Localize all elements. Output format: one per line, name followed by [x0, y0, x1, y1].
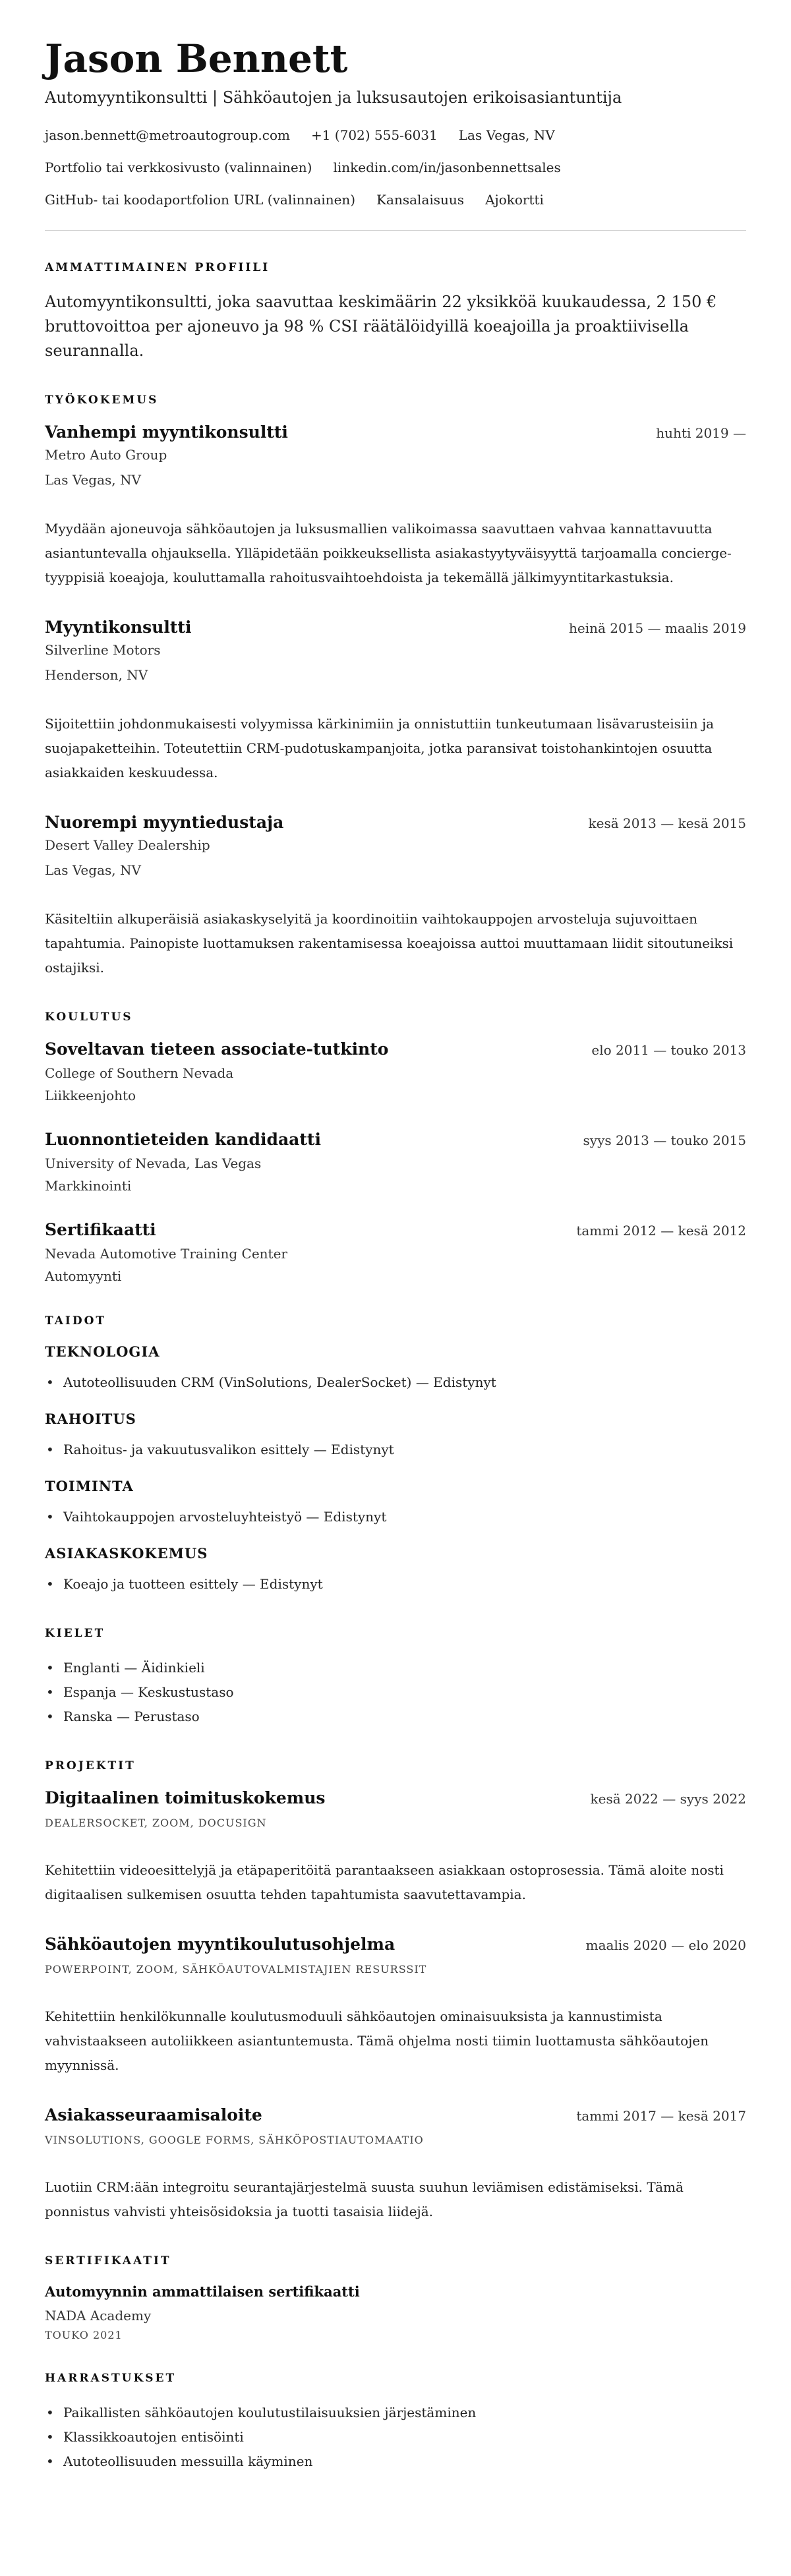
language-list	[45, 1656, 746, 1729]
education-entry	[45, 1130, 746, 1194]
skill-groups	[45, 1343, 746, 1596]
skill-item: • Vaihtokauppojen arvosteluyhteistyö — Edistynyt	[45, 1505, 746, 1529]
project-entry	[45, 2105, 746, 2224]
citizenship-text: Kansalaisuus	[376, 191, 465, 208]
education-section	[45, 1010, 746, 1284]
project-description: Kehitettiin henkilökunnalle koulutusmoduuli sähköautojen ominaisuuksista ja kannustimista vahvistaakseen autoliikkeen asiantuntemusta. Tämä ohjelma nosti tiimin luottamusta sähköautojen myynnissä.	[45, 2008, 709, 2074]
languages-section	[45, 1627, 746, 1729]
skill-category: ASIAKASKOKEMUS	[45, 1545, 208, 1562]
drivers-license-text: Ajokortti	[485, 191, 544, 208]
hobby-item: • Paikallisten sähköautojen koulutustilaisuuksien järjestäminen	[45, 2401, 746, 2425]
hobby-item: • Klassikkoautojen entisöinti	[45, 2425, 746, 2449]
skill-list	[45, 1370, 746, 1395]
project-date: maalis 2020 — elo 2020	[585, 1937, 746, 1954]
section-title: AMMATTIMAINEN PROFIILI	[45, 260, 270, 274]
project-tech: VINSOLUTIONS, GOOGLE FORMS, SÄHKÖPOSTIAUTOMAATIO	[45, 2134, 424, 2147]
project-date: kesä 2022 — syys 2022	[590, 1791, 746, 1807]
school-name: College of Southern Nevada	[45, 1065, 234, 1082]
certification-entry	[45, 2283, 746, 2341]
study-field: Markkinointi	[45, 1178, 132, 1194]
header-divider	[45, 230, 746, 231]
location-text: Las Vegas, NV	[458, 127, 555, 143]
contact-row	[45, 191, 746, 209]
language-item: • Englanti — Äidinkieli	[45, 1656, 746, 1680]
linkedin-link[interactable]: linkedin.com/in/jasonbennettsales	[333, 159, 561, 175]
job-description: Myydään ajoneuvoja sähköautojen ja luksusmallien valikoimassa saavuttaen vahvaa kannattavuutta asiantuntevalla ohjauksella. Ylläpidetään poikkeuksellista asiakastyytyväisyyttä tarjoamalla concierge-tyyppisiä koeajoja, kouluttamalla rahoitusvaihtoehdoista ja tekemällä jälkimyyntitarkastuksia.	[45, 521, 732, 586]
skill-item: • Koeajo ja tuotteen esittely — Edistynyt	[45, 1572, 746, 1596]
job-description: Käsiteltiin alkuperäisiä asiakaskyselyitä ja koordinoitiin vaihtokauppojen arvosteluja sujuvoittaen tapahtumia. Painopiste luottamuksen rakentamisessa koeajoissa auttoi muuttamaan liidit sitoutuneiksi ostajiksi.	[45, 911, 734, 976]
profile-section	[45, 261, 746, 364]
email-link[interactable]: jason.bennett@metroautogroup.com	[45, 127, 290, 143]
project-date: tammi 2017 — kesä 2017	[576, 2108, 746, 2124]
job-location: Las Vegas, NV	[45, 472, 141, 488]
job-title: Nuorempi myyntiedustaja	[45, 813, 284, 833]
hobbies-section	[45, 2372, 746, 2474]
degree-title: Soveltavan tieteen associate-tutkinto	[45, 1039, 389, 1059]
skill-item: • Rahoitus- ja vakuutusvalikon esittely — Edistynyt	[45, 1438, 746, 1462]
skill-list	[45, 1572, 746, 1596]
education-date: elo 2011 — touko 2013	[591, 1042, 746, 1059]
school-name: Nevada Automotive Training Center	[45, 1246, 287, 1262]
school-name: University of Nevada, Las Vegas	[45, 1156, 262, 1172]
job-description: Sijoitettiin johdonmukaisesti volyymissa kärkinimiin ja onnistuttiin tunkeutumaan lisävarusteisiin ja suojapaketteihin. Toteutettiin CRM-pudotuskampanjoita, jotka paransivat toistohankintojen osuutta asiakkaiden keskuudessa.	[45, 716, 715, 781]
project-entry	[45, 1788, 746, 1907]
portfolio-link[interactable]: Portfolio tai verkkosivusto (valinnainen)	[45, 159, 312, 175]
section-title: KIELET	[45, 1627, 105, 1641]
project-name: Asiakasseuraamisaloite	[45, 2105, 262, 2125]
certification-name: Automyynnin ammattilaisen sertifikaatti	[45, 2283, 360, 2300]
certification-issuer: NADA Academy	[45, 2308, 152, 2324]
skill-list	[45, 1438, 746, 1462]
skill-category: TEKNOLOGIA	[45, 1343, 160, 1361]
skill-item: • Autoteollisuuden CRM (VinSolutions, DealerSocket) — Edistynyt	[45, 1370, 746, 1395]
candidate-name: Jason Bennett	[45, 36, 348, 81]
github-link[interactable]: GitHub- tai koodaportfolion URL (valinnainen)	[45, 191, 356, 208]
section-title: TAIDOT	[45, 1314, 107, 1328]
education-date: syys 2013 — touko 2015	[583, 1132, 746, 1149]
skill-category: TOIMINTA	[45, 1478, 134, 1495]
section-title: HARRASTUKSET	[45, 2372, 177, 2386]
job-title: Vanhempi myyntikonsultti	[45, 423, 288, 442]
project-tech: POWERPOINT, ZOOM, SÄHKÖAUTOVALMISTAJIEN RESURSSIT	[45, 1963, 427, 1976]
resume-header	[45, 38, 746, 209]
project-tech: DEALERSOCKET, ZOOM, DOCUSIGN	[45, 1817, 267, 1830]
job-date: heinä 2015 — maalis 2019	[568, 620, 746, 637]
degree-title: Luonnontieteiden kandidaatti	[45, 1130, 321, 1150]
skill-category: RAHOITUS	[45, 1411, 136, 1428]
skill-list	[45, 1505, 746, 1529]
phone-number[interactable]: +1 (702) 555-6031	[310, 127, 438, 143]
job-date: kesä 2013 — kesä 2015	[588, 815, 746, 832]
experience-entry	[45, 618, 746, 785]
contact-row	[45, 127, 746, 144]
degree-title: Sertifikaatti	[45, 1220, 156, 1240]
education-date: tammi 2012 — kesä 2012	[576, 1223, 746, 1239]
job-location: Henderson, NV	[45, 667, 148, 684]
job-location: Las Vegas, NV	[45, 862, 141, 879]
project-description: Kehitettiin videoesittelyjä ja etäpaperitöitä parantaakseen asiakkaan ostoprosessia. Tämä aloite nosti digitaalisen sulkemisen osuutta tehden tapahtumista saavutettavampia.	[45, 1862, 724, 1903]
experience-entry	[45, 813, 746, 980]
certifications-section	[45, 2254, 746, 2341]
section-title: TYÖKOKEMUS	[45, 394, 159, 407]
project-entry	[45, 1935, 746, 2078]
profile-summary: Automyyntikonsultti, joka saavuttaa keskimäärin 22 yksikköä kuukaudessa, 2 150 € bruttovoittoa per ajoneuvo ja 98 % CSI räätälöidyillä koeajoilla ja proaktiivisella seurannalla.	[45, 292, 717, 361]
company-name: Silverline Motors	[45, 642, 161, 659]
certification-date: TOUKO 2021	[45, 2329, 123, 2342]
company-name: Desert Valley Dealership	[45, 837, 210, 854]
section-title: SERTIFIKAATIT	[45, 2254, 171, 2268]
education-entry	[45, 1039, 746, 1103]
contact-row	[45, 159, 746, 177]
project-name: Sähköautojen myyntikoulutusohjelma	[45, 1935, 396, 1954]
skills-section	[45, 1314, 746, 1596]
job-title: Myyntikonsultti	[45, 618, 192, 637]
project-description: Luotiin CRM:ään integroitu seurantajärjestelmä suusta suuhun leviämisen edistämiseksi. Tämä ponnistus vahvisti yhteisösidoksia ja tuotti tasaisia liidejä.	[45, 2179, 684, 2220]
language-item: • Ranska — Perustaso	[45, 1705, 746, 1729]
education-entry	[45, 1220, 746, 1284]
section-title: KOULUTUS	[45, 1010, 133, 1024]
study-field: Liikkeenjohto	[45, 1088, 136, 1104]
experience-section	[45, 394, 746, 980]
study-field: Automyynti	[45, 1268, 122, 1285]
hobby-list	[45, 2401, 746, 2474]
projects-section	[45, 1759, 746, 2224]
project-name: Digitaalinen toimituskokemus	[45, 1788, 326, 1808]
company-name: Metro Auto Group	[45, 447, 167, 463]
experience-entry	[45, 423, 746, 590]
hobby-item: • Autoteollisuuden messuilla käyminen	[45, 2449, 746, 2474]
job-date: huhti 2019 —	[656, 425, 746, 442]
language-item: • Espanja — Keskustustaso	[45, 1680, 746, 1705]
candidate-headline: Automyyntikonsultti | Sähköautojen ja luksusautojen erikoisasiantuntija	[45, 88, 622, 107]
section-title: PROJEKTIT	[45, 1759, 136, 1773]
